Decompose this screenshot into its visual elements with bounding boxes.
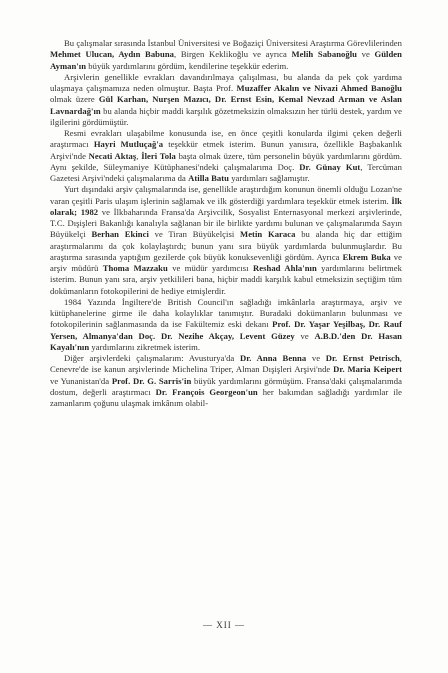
bold-name-run: Necati Aktaş — [88, 150, 137, 161]
paragraph — [50, 353, 402, 409]
text-run: ve — [306, 353, 326, 363]
body-text — [50, 38, 402, 409]
bold-name-run: Dr. Anna Benna — [239, 353, 307, 363]
text-run: Yurt dışındaki arşiv çalışmalarında ise, genellikle araştırdığım konunun önemli olduğu Lozan'ne varan çeşitli Paris ulaşım işlerinin sağlamak ve ilk gösterdiği yardımlara teşekkür etmek isterim. — [50, 184, 402, 206]
bold-name-run: Melih Sabanoğlu — [291, 49, 358, 60]
bold-name-run: İlk olarak; 1982 — [50, 195, 402, 217]
text-run: ve arşiv müdürü — [50, 251, 402, 273]
text-run: ve — [357, 49, 375, 60]
text-run: başta olmak üzere, tüm personelin büyük yardımlarını gördüm. Aynı şekilde, Süleymaniye Kütüphanesi'ndeki çalışmalarıma Doç. — [50, 150, 402, 172]
bold-name-run: Gül Karhan, Nurşen Mazıcı, Dr. Ernst Esin, Kemal Nevzad Arman ve Aslan Lavnardağ'ın — [50, 94, 402, 116]
text-run: teşekkür etmek isterim. Bunun yanısıra, özellikle Başbakanlık Arşivi'nde — [50, 139, 402, 161]
page-number: — XII — — [203, 620, 245, 630]
paragraph — [50, 72, 402, 128]
bold-name-run: Metin Karaca — [240, 229, 296, 240]
text-run: ve Yunanistan'da — [50, 375, 112, 386]
paragraph — [50, 184, 402, 297]
bold-name-run: Ekrem Buka — [342, 251, 391, 262]
bold-name-run: Mehmet Ulucan, Aydın Babuna — [50, 49, 175, 60]
text-run: Bu çalışmalar sırasında İstanbul Üniversitesi ve Boğaziçi Üniversitesi Araştırma Görevlilerinden — [64, 38, 402, 48]
text-run: Arşivlerin genellikle evrakları davandırılmaya çalışılması, bu alanda da pek çok yardıma ulaşmaya çalışmamıza neden olmuştur. Başta Prof. — [50, 71, 402, 93]
text-run: Diğer arşivlerdeki çalışmalarım: Avusturya'da — [64, 353, 240, 363]
bold-name-run: Atilla Batu — [188, 173, 229, 183]
bold-name-run: Prof. Dr. G. Sarris'in — [111, 375, 192, 386]
bold-name-run: Hayri Mutluçağ'a — [93, 139, 164, 150]
text-run: yardımlarını belirtmek isterim. Bunun yanı sıra, arşiv yetkilileri bana, hiçbir maddi karşılık kabul etmeksizin seçtiğim tüm dokümanların fotokopilerini de hediye etmişlerdir. — [50, 263, 402, 296]
text-run: , Tercüman Gazetesi Arşivi'ndeki çalışmalarıma da — [50, 161, 402, 183]
bold-name-run: Dr. Ernst Petrisch — [325, 353, 400, 363]
text-run: büyük yardımlarını gördüm, kendilerine teşekkür ederim. — [86, 60, 289, 71]
bold-name-run: Gülden Ayman'ın — [50, 49, 402, 71]
paragraph — [50, 38, 402, 72]
bold-name-run: Dr. Maria Keipert — [333, 364, 402, 375]
bold-name-run: Prof. Dr. Yaşar Yeşilbaş, Dr. Rauf Yersen, Almanya'dan Doç. Dr. Nezihe Akçay, Levent Güzey — [50, 319, 403, 341]
bold-name-run: Berhan Ekinci — [91, 229, 149, 240]
text-run: her bakımdan sağladığı yardımlar ile zamanlarım çoğunu ulaşmak imkânım olabil- — [50, 386, 402, 408]
text-run: bu alanda hiçbir maddi karşılık gözetmeksizin olmaksızın her türlü destek, yardım ve ilgilerini gördümüştür. — [50, 105, 402, 127]
text-run: büyük yardımlarını görmüşüm. Fransa'daki çalışmalarımda dostum, değerli araştırmacı — [50, 375, 402, 397]
paragraph — [50, 297, 402, 353]
bold-name-run: A.B.D.'den Dr. Hasan Kayalı'nın — [50, 330, 402, 352]
bold-name-run: Dr. François Georgeon'un — [155, 386, 258, 397]
text-run: , — [136, 150, 142, 161]
bold-name-run: Muzaffer Akalın ve Nivazi Ahmed Banoğlu — [236, 83, 402, 93]
paragraph — [50, 128, 402, 184]
text-run: , Birgen Keklikoğlu ve ayrıca — [174, 49, 292, 60]
text-run: ve İlkbaharında Fransa'da Arşivcilik, Sosyalist Enternasyonal merkezi arşivlerinde, T.C. Dışişleri Bakanlığı kanalıyla sağlanan bir ile birlikte yardımı bulunan ve çalışmalarımda Sayın Büyükelçi — [50, 206, 402, 240]
bold-name-run: Thoma Mazzaku — [102, 263, 168, 273]
text-run: olmak üzere — [50, 94, 99, 105]
text-run: ve — [294, 330, 315, 341]
text-run: yardımlarını zikretmek isterim. — [89, 341, 201, 352]
text-run: ve Tiran Büyükelçisi — [148, 229, 241, 240]
text-run: , Cenevre'de ise kanun arşivlerinde Michelina Triper, Alman Dışişleri Arşivi'nde — [50, 353, 402, 375]
text-run: ve müdür yardımcısı — [167, 263, 253, 273]
text-run: bu alanda hiç dar ettiğim araştırmalarımı da çok kolaylaştırdı; bunun yanı sıra büyük yardımlarda bulunmuşlardır. Bu araştırma sırasında yaptığım gezilerde çok büyük konuksevenliği gördüm. Ayrıca — [50, 229, 402, 262]
bold-name-run: Dr. Günay Kut — [299, 161, 361, 172]
text-run: yardımları sağlamıştır. — [229, 173, 310, 183]
text-run: 1984 Yazında İngiltere'de British Council'ın sağladığı imkânlarla araştırmaya, arşiv ve kütüphanelerine girme ile daha kolaylıklar tanımıştır. Buradaki dokümanların bulunması ve fotokopilerinin sağlanmasında da ise Fakültemiz eski dekanı — [50, 296, 402, 330]
bold-name-run: Reshad Ahla'nın — [252, 263, 317, 273]
text-run: Resmi evrakları ulaşabilme konusunda ise, en önce çeşitli konularda ilgimi çeken değerli araştırmacı — [50, 128, 402, 150]
bold-name-run: İleri Tola — [141, 150, 176, 161]
